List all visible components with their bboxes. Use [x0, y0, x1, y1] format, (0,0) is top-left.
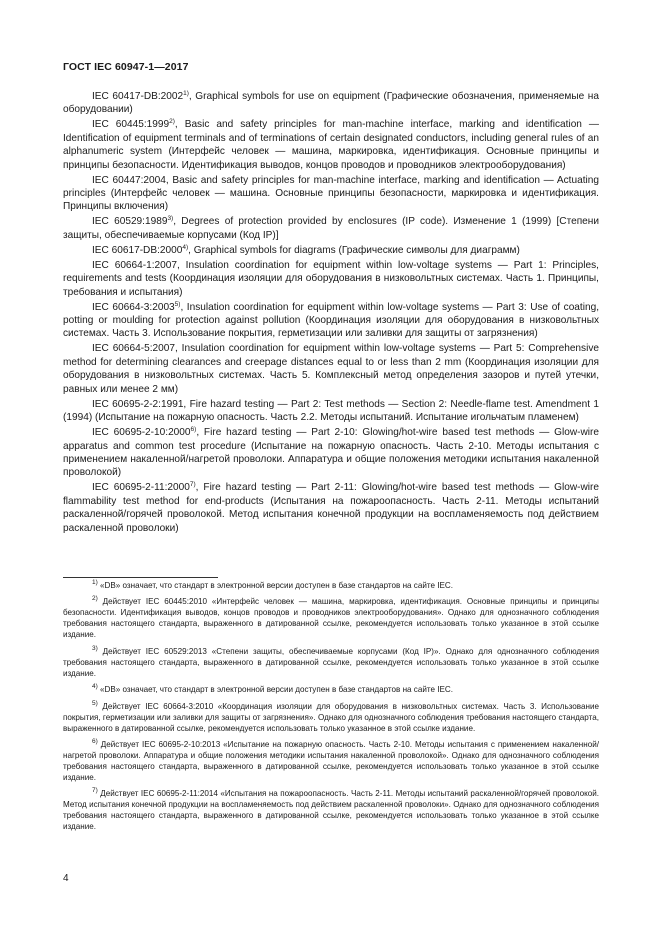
footnote-text: «DB» означает, что стандарт в электронной версии доступен в базе стандартов на сайте IEC. [97, 685, 453, 695]
reference-text: , Insulation coordination for equipment within low-voltage systems — Part 3: Use of coating, potting or moulding for protection against pollution (Координация изоляции для оборудования в низковольтных системах. Часть 3. Использование покрытия, герметизации или заливки для защиты от загрязнения) [63, 301, 599, 340]
footnote-ref: 4) [182, 243, 189, 251]
reference-item [63, 342, 599, 396]
footnote-text: Действует IEC 60695-2-10:2013 «Испытание на пожарную опасность. Часть 2-10. Методы испытания с применением накаленной/нагретой проволоки. Аппаратура и общие положения методики испытания накаленной проволокой». Однако для однозначного соблюдения требования настоящего стандарта, выраженного в датированной ссылке, рекомендуется использовать только указанное в этой ссылке издание. [63, 739, 599, 782]
reference-text: IEC 60447:2004, Basic and safety principles for man-machine interface, marking and identification — Actuating principles (Интерфейс человек — машина. Основные принципы безопасности, маркировка и идентификация. Принципы включения) [63, 174, 599, 213]
footnote [63, 580, 599, 591]
reference-item [63, 244, 599, 257]
footnote [63, 684, 599, 695]
footnote-ref: 5) [174, 300, 181, 308]
reference-text: , Graphical symbols for use on equipment (Графические обозначения, применяемые на оборудовании) [63, 91, 599, 116]
footnote-ref: 1) [183, 90, 189, 97]
reference-text: , Graphical symbols for diagrams (Графические символы для диаграмм) [188, 244, 520, 256]
reference-text: IEC 60695-2-10:2000 [92, 427, 191, 439]
reference-text: IEC 60664-3:2003 [92, 301, 175, 313]
reference-item [63, 259, 599, 299]
footnote-ref: 2) [169, 118, 175, 126]
reference-item [63, 426, 599, 480]
reference-item [63, 118, 599, 172]
footnote-mark: 3) [92, 644, 98, 652]
reference-text: , Fire hazard testing — Part 2-10: Glowing/hot-wire based test methods — Glow-wire apparatus and common test procedure (Испытание на пожарную опасность. Часть 2-10. Методы испытания с применением накаленной/нагретой проволоки. Аппаратура и общие положения методики испытания накаленной проволокой) [63, 427, 599, 479]
reference-text: IEC 60664-1:2007, Insulation coordination for equipment within low-voltage systems — Part 1: Principles, requirements and tests (Координация изоляции для оборудования в низковольтных системах. Часть 1. Принципы, требования и испытания) [63, 259, 599, 298]
reference-text: IEC 60617-DB:2000 [92, 244, 183, 256]
footnote-mark: 6) [92, 737, 98, 745]
footnote-text: Действует IEC 60529:2013 «Степени защиты, обеспечиваемые корпусами (Код IP)». Однако для однозначного соблюдения требования настоящего стандарта, выраженного в датированной ссылке, рекомендуется использовать только указанное в этой ссылке издание. [63, 646, 599, 678]
reference-text: IEC 60529:1989 [92, 216, 168, 228]
document-header: ГОСТ IEC 60947-1—2017 [63, 61, 189, 73]
footnote-text: «DB» означает, что стандарт в электронной версии доступен в базе стандартов на сайте IEC. [97, 581, 453, 590]
footnote-text: Действует IEC 60664-3:2010 «Координация изоляции для оборудования в низковольтных системах. Часть 3. Использование покрытия, герметизации или заливки для защиты от загрязнения». Однако для однозначного соблюдения требования настоящего стандарта, выраженного в датированной ссылке, рекомендуется использовать только указанное в этой ссылке издание. [63, 701, 599, 733]
footnote-ref: 6) [190, 426, 197, 434]
footnotes-list [63, 580, 599, 838]
references-list [63, 90, 599, 537]
footnote-mark: 5) [92, 699, 98, 707]
reference-item [63, 174, 599, 214]
reference-text: IEC 60695-2-11:2000 [92, 482, 190, 494]
footnote [63, 596, 599, 640]
footnote-separator [63, 577, 218, 578]
page-number: 4 [63, 873, 69, 884]
reference-item [63, 301, 599, 341]
reference-item [63, 90, 599, 117]
footnote-ref: 7) [189, 481, 196, 489]
footnote [63, 701, 599, 734]
footnote-text: Действует IEC 60445:2010 «Интерфейс человек — машина, маркировка, идентификация. Основные принципы и принципы безопасности. Идентификация выводов, концов проводов и проводников электрооборудования». Однако для однозначного соблюдения требования настоящего стандарта, выраженного в датированной ссылке, рекомендуется использовать только указанное в этой ссылке издание. [63, 597, 599, 640]
footnote-text: Действует IEC 60695-2-11:2014 «Испытания на пожароопасность. Часть 2-11. Методы испытаний раскаленной/горячей проволокой. Метод испытания конечной продукции на воспламеняемость под действием раскаленной проволоки». Однако для однозначного соблюдения требования настоящего стандарта, выраженного в датированной ссылке, рекомендуется использовать только указанное в этой ссылке издание. [63, 789, 599, 832]
reference-item [63, 398, 599, 425]
reference-text: , Fire hazard testing — Part 2-11: Glowing/hot-wire based test methods — Glow-wire flammability test method for end-products (Испытания на пожароопасность. Часть 2-11. Методы испытаний раскаленной/горячей проволокой. Метод испытания конечной продукции на воспламеняемость под действием раскаленной проволоки) [63, 482, 599, 534]
footnote [63, 646, 599, 679]
reference-text: IEC 60664-5:2007, Insulation coordination for equipment within low-voltage systems — Part 5: Comprehensive method for determining clearances and creepage distances equal to or less than 2 mm (Координация изоляции для оборудования в низковольтных системах. Часть 5. Комплексный метод определения зазоров и путей утечки, равных или менее 2 мм) [63, 343, 599, 395]
footnote [63, 739, 599, 783]
footnote-mark: 2) [92, 595, 98, 603]
reference-item [63, 481, 599, 535]
reference-text: IEC 60695-2-2:1991, Fire hazard testing — Part 2: Test methods — Section 2: Needle-flame test. Amendment 1 (1994) (Испытание на пожарную опасность. Часть 2.2. Методы испытаний. Испытание игольчатым пламенем) [63, 398, 599, 424]
footnote-mark: 1) [92, 579, 98, 586]
footnote-mark: 4) [92, 683, 98, 691]
reference-text: , Degrees of protection provided by enclosures (IP code). Изменение 1 (1999) [Степени защиты, обеспечиваемые корпусами (Код IP)] [63, 216, 599, 241]
reference-text: , Basic and safety principles for man-machine interface, marking and identification — Identification of equipment terminals and of terminations of certain designated conductors, including general rules of an alphanumeric system (Интерфейс человек — машина, маркировка, идентификация. Основные принципы и принципы безопасности. Идентификация выводов, концов проводов и проводников электрооборудования) [63, 119, 599, 171]
footnote-ref: 3) [167, 215, 174, 223]
reference-text: IEC 60417-DB:2002 [92, 91, 184, 102]
reference-text: IEC 60445:1999 [92, 119, 170, 131]
footnote [63, 788, 599, 832]
footnote-mark: 7) [92, 787, 98, 795]
reference-item [63, 215, 599, 242]
